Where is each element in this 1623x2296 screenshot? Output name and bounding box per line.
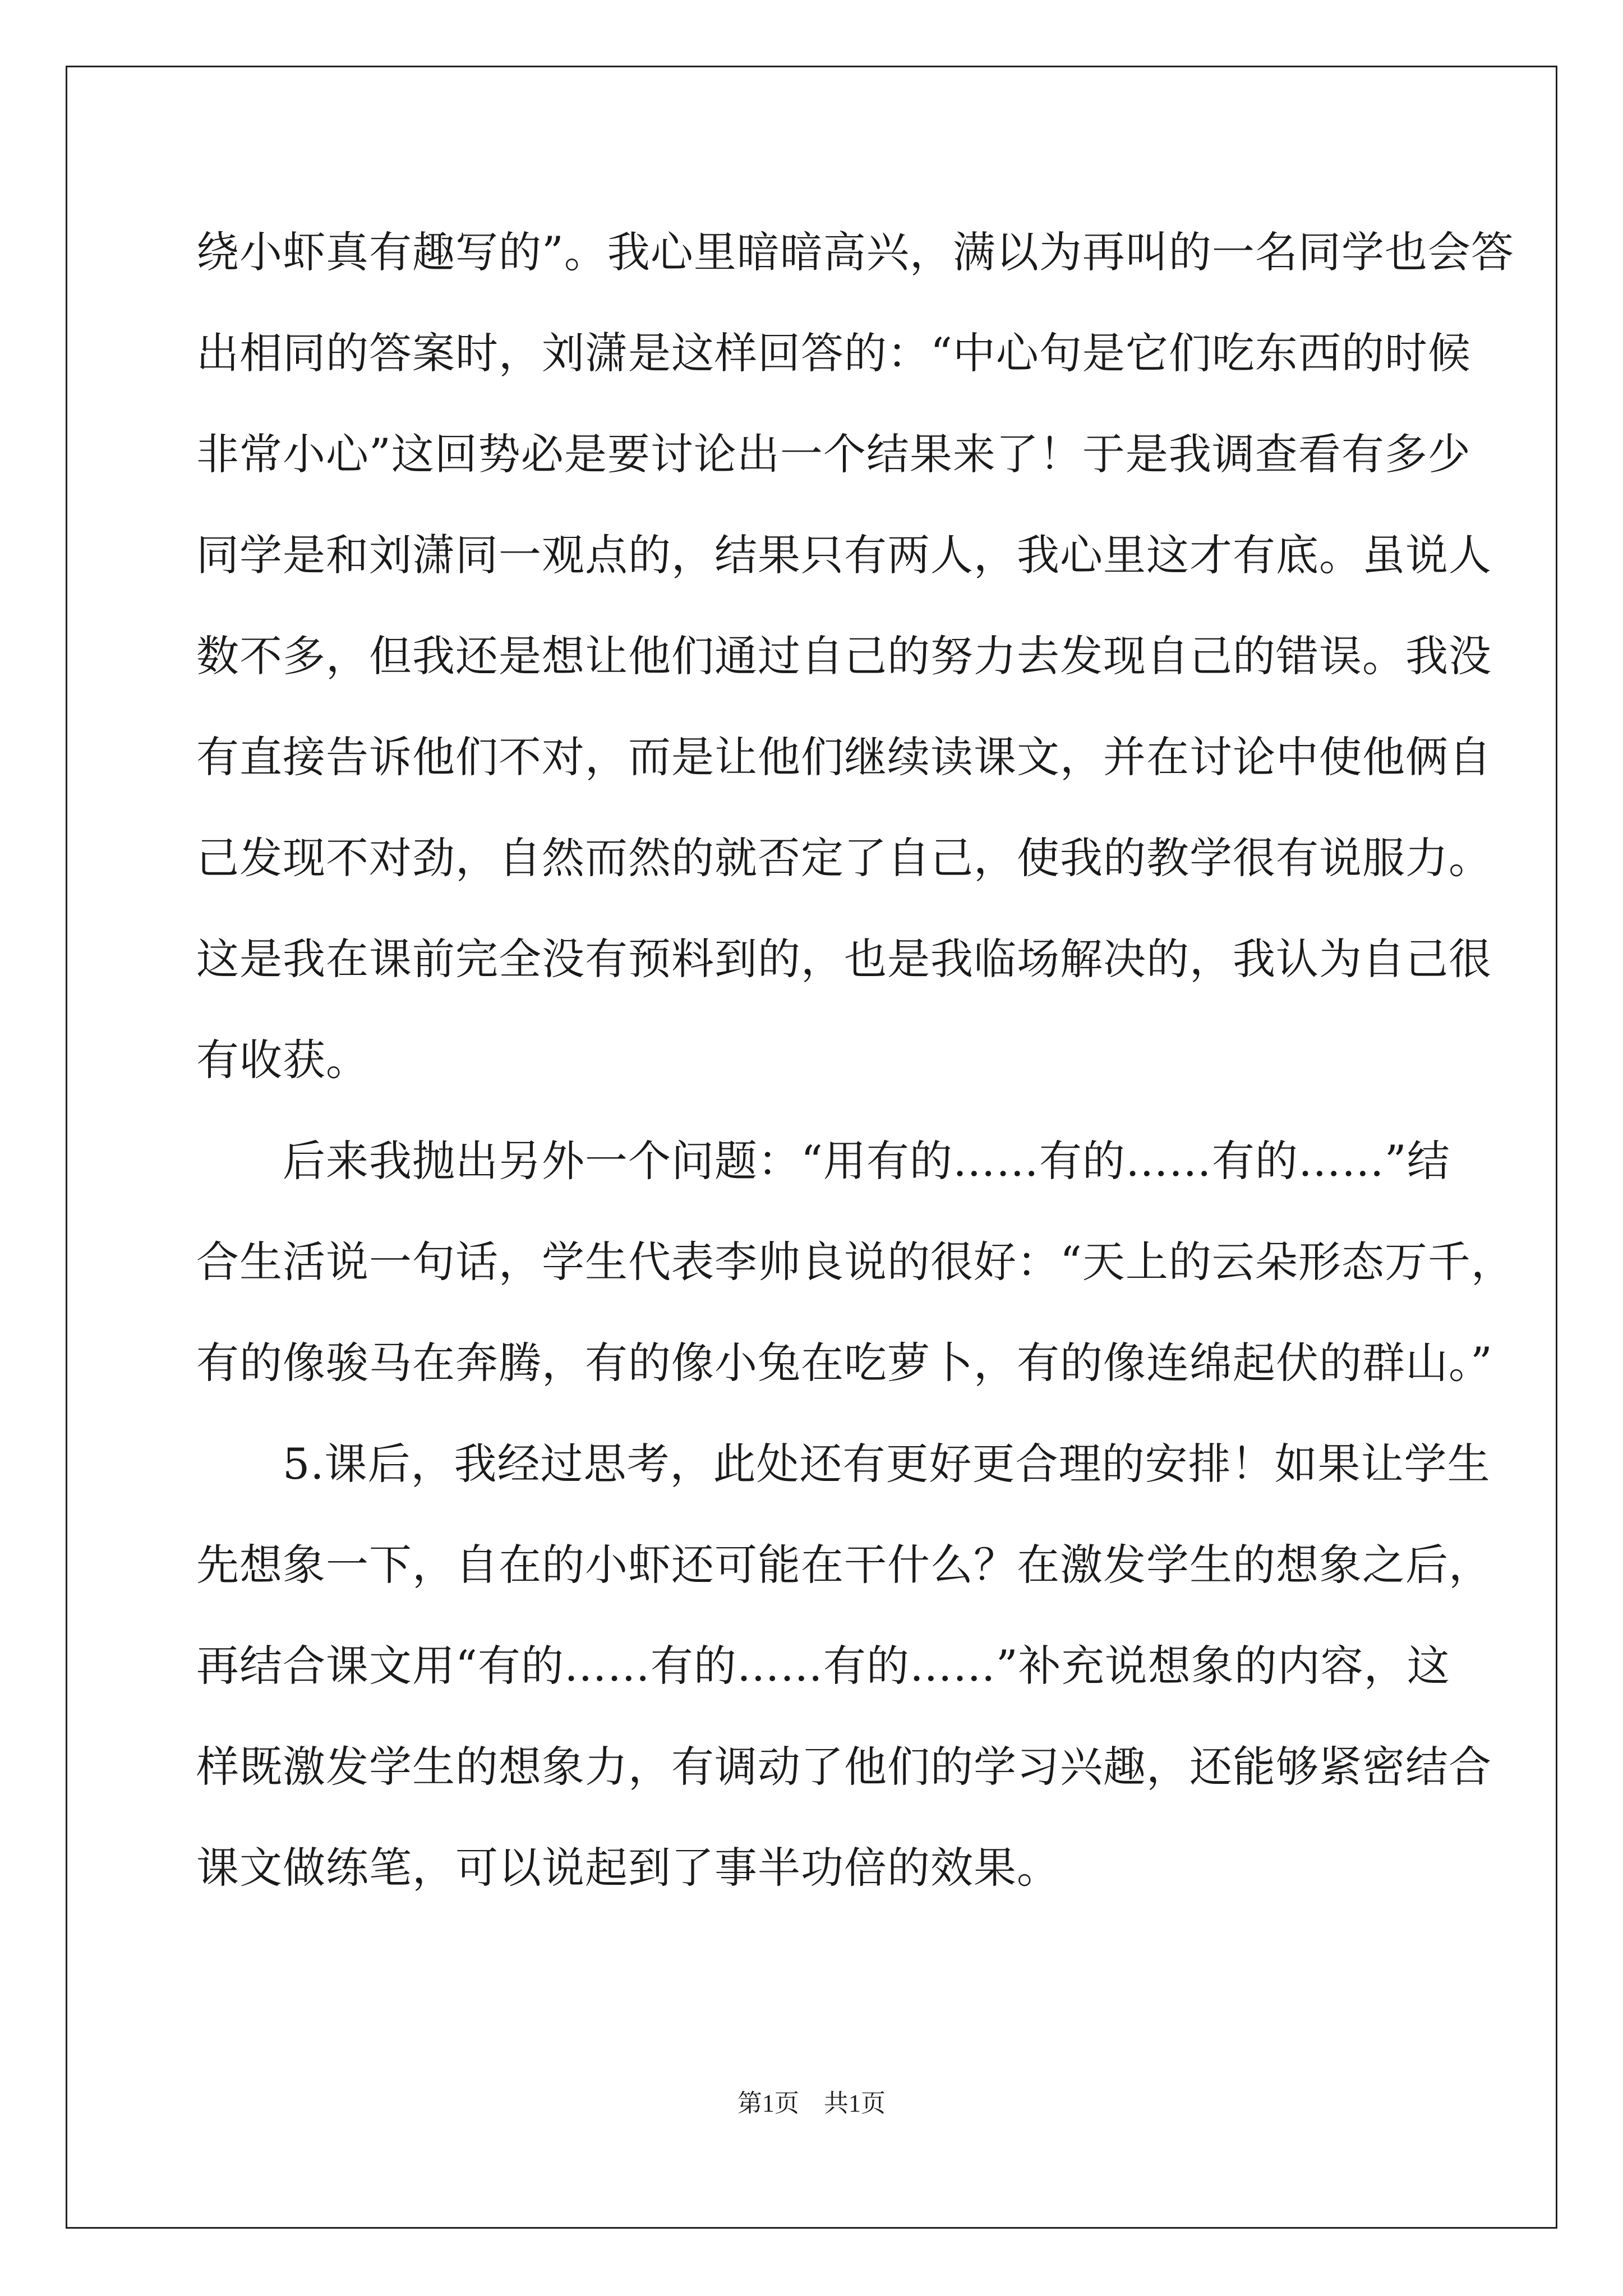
text-line: 有收获。 bbox=[196, 1035, 369, 1085]
text-line: 样既激发学生的想象力，有调动了他们的学习兴趣，还能够紧密结合 bbox=[196, 1742, 1492, 1792]
text-line: 有的像骏马在奔腾，有的像小兔在吃萝卜，有的像连绵起伏的群山。” bbox=[196, 1338, 1493, 1388]
text-line: 己发现不对劲，自然而然的就否定了自己，使我的教学很有说服力。 bbox=[196, 833, 1492, 883]
text-line: 这是我在课前完全没有预料到的，也是我临场解决的，我认为自己很 bbox=[196, 934, 1492, 984]
text-line: 后来我抛出另外一个问题：“用有的……有的……有的……”结 bbox=[196, 1136, 1450, 1186]
text-line: 再结合课文用“有的……有的……有的……”补充说想象的内容，这 bbox=[196, 1641, 1450, 1691]
text-line: 先想象一下，自在的小虾还可能在干什么？在激发学生的想象之后， bbox=[196, 1540, 1492, 1590]
text-line: 合生活说一句话，学生代表李帅良说的很好：“天上的云朵形态万千， bbox=[196, 1237, 1514, 1287]
text-line: 非常小心”这回势必是要讨论出一个结果来了！于是我调查看有多少 bbox=[196, 429, 1471, 479]
text-line: 出相同的答案时，刘潇是这样回答的：“中心句是它们吃东西的时候 bbox=[196, 328, 1471, 378]
text-line: 数不多，但我还是想让他们通过自己的努力去发现自己的错误。我没 bbox=[196, 631, 1492, 681]
text-line: 绕小虾真有趣写的”。我心里暗暗高兴，满以为再叫的一名同学也会答 bbox=[196, 227, 1514, 277]
text-line: 5.课后，我经过思考，此处还有更好更合理的安排！如果让学生 bbox=[196, 1439, 1491, 1489]
text-line: 同学是和刘潇同一观点的，结果只有两人，我心里这才有底。虽说人 bbox=[196, 530, 1492, 580]
page-footer bbox=[0, 2087, 1623, 2120]
page-number: 第1页 bbox=[737, 2090, 799, 2117]
total-pages: 共1页 bbox=[824, 2090, 886, 2117]
text-line: 课文做练笔，可以说起到了事半功倍的效果。 bbox=[196, 1843, 1060, 1893]
text-line: 有直接告诉他们不对，而是让他们继续读课文，并在讨论中使他俩自 bbox=[196, 732, 1492, 782]
